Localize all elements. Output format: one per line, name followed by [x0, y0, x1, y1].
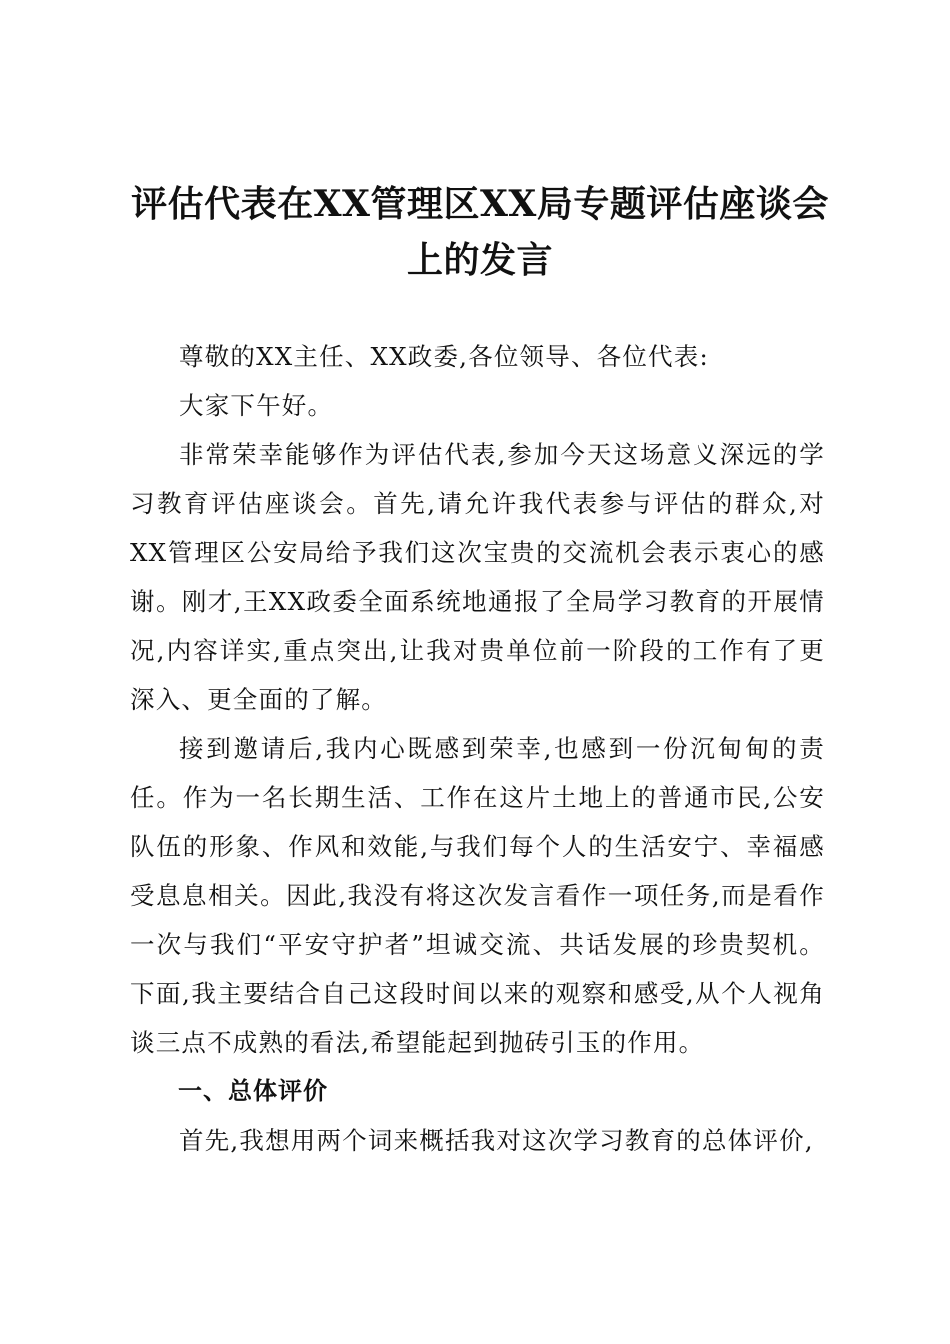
paragraph-3: 首先,我想用两个词来概括我对这次学习教育的总体评价,: [179, 1126, 814, 1155]
section-heading-1: 一、总体评价: [178, 1077, 328, 1105]
salutation: 尊敬的XX主任、XX政委,各位领导、各位代表:: [179, 342, 709, 371]
greeting: 大家下午好。: [179, 391, 334, 420]
paragraph-1: 非常荣幸能够作为评估代表,参加今天这场意义深远的学习教育评估座谈会。首先,请允许我代表参与评估的群众,对XX管理区公安局给予我们这次宝贵的交流机会表示衷心的感谢。刚才,王XX政委全面系统地通报了全局学习教育的开展情况,内容详实,重点突出,让我对贵单位前一阶段的工作有了更深入、更全面的了解。: [130, 440, 825, 714]
title-line-2: 上的发言: [406, 239, 553, 281]
document-body: [130, 332, 825, 1165]
title-line-1: 评估代表在XX管理区XX局专题评估座谈会: [131, 183, 829, 225]
paragraph-2: 接到邀请后,我内心既感到荣幸,也感到一份沉甸甸的责任。作为一名长期生活、工作在这片土地上的普通市民,公安队伍的形象、作风和效能,与我们每个人的生活安宁、幸福感受息息相关。因此,我没有将这次发言看作一项任务,而是看作一次与我们“平安守护者”坦诚交流、共话发展的珍贵契机。下面,我主要结合自己这段时间以来的观察和感受,从个人视角谈三点不成熟的看法,希望能起到抛砖引玉的作用。: [130, 734, 825, 1057]
document-title: [110, 176, 850, 288]
